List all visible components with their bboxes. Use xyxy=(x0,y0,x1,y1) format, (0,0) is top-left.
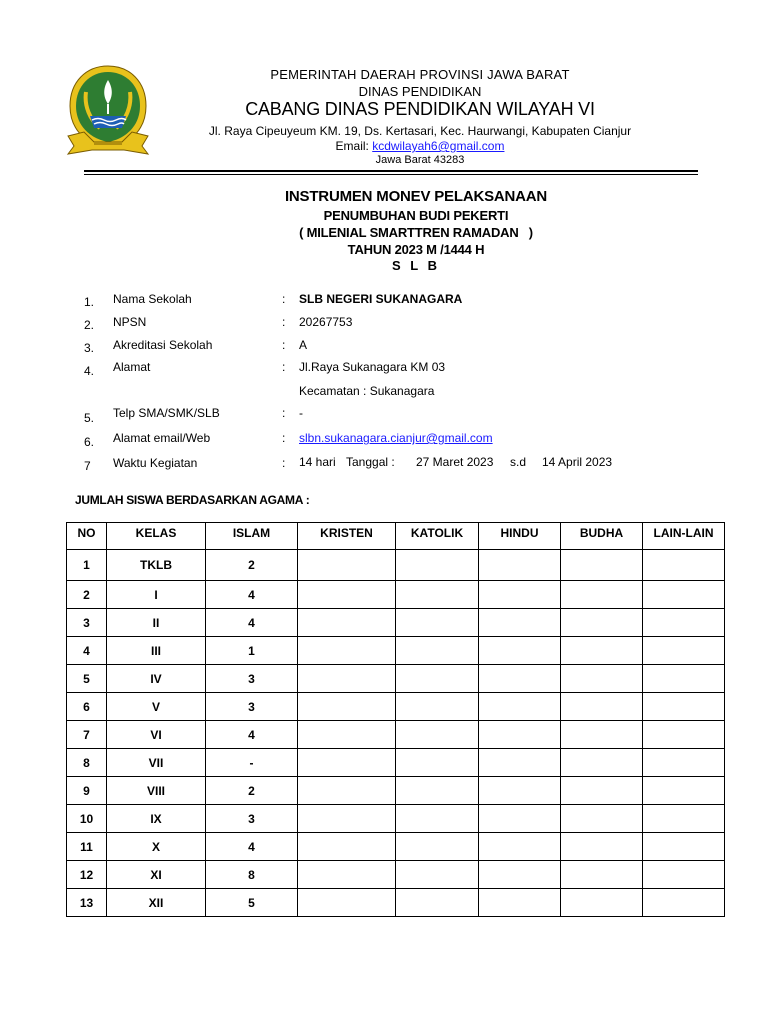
table-row xyxy=(67,861,725,889)
item-label: NPSN xyxy=(113,315,147,329)
cell-hindu xyxy=(479,665,561,693)
header-hindu: HINDU xyxy=(479,523,561,550)
cell-islam: 2 xyxy=(206,550,298,581)
cell-lain-lain xyxy=(643,609,725,637)
cell-islam: 4 xyxy=(206,833,298,861)
cell-no: 5 xyxy=(67,665,107,693)
cell-katolik xyxy=(396,637,479,665)
cell-katolik xyxy=(396,609,479,637)
table-row xyxy=(67,637,725,665)
item-label: Alamat xyxy=(113,360,151,374)
cell-kelas: V xyxy=(107,693,206,721)
cell-hindu xyxy=(479,749,561,777)
cell-katolik xyxy=(396,693,479,721)
cell-islam: 4 xyxy=(206,721,298,749)
cell-no: 11 xyxy=(67,833,107,861)
cell-katolik xyxy=(396,550,479,581)
cell-islam: 2 xyxy=(206,777,298,805)
cell-islam: 3 xyxy=(206,693,298,721)
cell-budha xyxy=(561,861,643,889)
cell-lain-lain xyxy=(643,749,725,777)
telp-value: - xyxy=(299,406,303,420)
cell-no: 6 xyxy=(67,693,107,721)
document-subtitle: PENUMBUHAN BUDI PEKERTI xyxy=(323,208,509,223)
cell-kelas: VIII xyxy=(107,777,206,805)
cell-hindu xyxy=(479,693,561,721)
cell-kristen xyxy=(298,721,396,749)
cell-hindu xyxy=(479,861,561,889)
tanggal-label: Tanggal : xyxy=(346,455,395,469)
school-type: S L B xyxy=(392,258,440,273)
cell-katolik xyxy=(396,749,479,777)
kecamatan-value: Kecamatan : Sukanagara xyxy=(299,384,435,398)
header-budha: BUDHA xyxy=(561,523,643,550)
cell-no: 8 xyxy=(67,749,107,777)
cell-no: 13 xyxy=(67,889,107,917)
government-name: PEMERINTAH DAERAH PROVINSI JAWA BARAT xyxy=(270,67,570,82)
cell-budha xyxy=(561,805,643,833)
item-label: Nama Sekolah xyxy=(113,292,192,306)
item-label: Telp SMA/SMK/SLB xyxy=(113,406,220,420)
cell-hindu xyxy=(479,833,561,861)
item-colon: : xyxy=(282,431,286,445)
cell-budha xyxy=(561,693,643,721)
item-colon: : xyxy=(282,338,286,352)
office-address: Jl. Raya Cipeuyeum KM. 19, Ds. Kertasari, Kec. Haurwangi, Kabupaten Cianjur xyxy=(208,124,632,138)
department-name: DINAS PENDIDIKAN xyxy=(358,84,482,99)
cell-kristen xyxy=(298,637,396,665)
item-label: Waktu Kegiatan xyxy=(113,456,198,470)
end-date: 14 April 2023 xyxy=(542,455,613,469)
cell-hindu xyxy=(479,889,561,917)
item-number: 5. xyxy=(84,411,95,425)
cell-hindu xyxy=(479,637,561,665)
start-date: 27 Maret 2023 xyxy=(416,455,494,469)
cell-lain-lain xyxy=(643,833,725,861)
cell-budha xyxy=(561,637,643,665)
cell-kelas: I xyxy=(107,581,206,609)
npsn-value: 20267753 xyxy=(299,315,353,329)
item-number: 2. xyxy=(84,318,95,332)
cell-kristen xyxy=(298,805,396,833)
cell-kristen xyxy=(298,693,396,721)
sd-label: s.d xyxy=(510,455,527,469)
jawa-barat-emblem-icon xyxy=(64,62,152,158)
header-kristen: KRISTEN xyxy=(298,523,396,550)
cell-islam: 1 xyxy=(206,637,298,665)
item-colon: : xyxy=(282,456,286,470)
header-islam: ISLAM xyxy=(206,523,298,550)
cell-kelas: XI xyxy=(107,861,206,889)
cell-hindu xyxy=(479,721,561,749)
table-row xyxy=(67,581,725,609)
cell-kelas: IX xyxy=(107,805,206,833)
cell-budha xyxy=(561,749,643,777)
cell-budha xyxy=(561,581,643,609)
header-lain-lain: LAIN-LAIN xyxy=(643,523,725,550)
cell-lain-lain xyxy=(643,805,725,833)
cell-lain-lain xyxy=(643,861,725,889)
cell-kristen xyxy=(298,665,396,693)
cell-no: 10 xyxy=(67,805,107,833)
cell-kristen xyxy=(298,777,396,805)
office-name: CABANG DINAS PENDIDIKAN WILAYAH VI xyxy=(245,99,595,119)
cell-lain-lain xyxy=(643,777,725,805)
cell-lain-lain xyxy=(643,665,725,693)
table-row xyxy=(67,749,725,777)
school-name-value: SLB NEGERI SUKANAGARA xyxy=(299,292,463,306)
item-label: Alamat email/Web xyxy=(113,431,211,445)
item-label: Akreditasi Sekolah xyxy=(113,338,213,352)
cell-islam: 5 xyxy=(206,889,298,917)
cell-katolik xyxy=(396,721,479,749)
akreditasi-value: A xyxy=(299,338,308,352)
duration-value: 14 hari xyxy=(299,455,336,469)
cell-budha xyxy=(561,721,643,749)
cell-kelas: XII xyxy=(107,889,206,917)
cell-lain-lain xyxy=(643,889,725,917)
cell-hindu xyxy=(479,550,561,581)
table-row xyxy=(67,721,725,749)
cell-katolik xyxy=(396,861,479,889)
office-postal: Jawa Barat 43283 xyxy=(375,154,465,166)
alamat-value: Jl.Raya Sukanagara KM 03 xyxy=(299,360,446,374)
office-email-line xyxy=(150,139,690,153)
cell-islam: 3 xyxy=(206,805,298,833)
section-title: JUMLAH SISWA BERDASARKAN AGAMA : xyxy=(75,493,310,507)
cell-no: 3 xyxy=(67,609,107,637)
school-email-link[interactable]: slbn.sukanagara.cianjur@gmail.com xyxy=(299,431,493,445)
cell-kelas: TKLB xyxy=(107,550,206,581)
cell-budha xyxy=(561,665,643,693)
table-row xyxy=(67,833,725,861)
table-row xyxy=(67,665,725,693)
cell-kelas: X xyxy=(107,833,206,861)
item-colon: : xyxy=(282,292,286,306)
cell-hindu xyxy=(479,777,561,805)
cell-no: 12 xyxy=(67,861,107,889)
header-no: NO xyxy=(67,523,107,550)
item-number: 1. xyxy=(84,295,95,309)
table-row xyxy=(67,550,725,581)
cell-hindu xyxy=(479,805,561,833)
header-kelas: KELAS xyxy=(107,523,206,550)
office-email-link[interactable]: kcdwilayah6@gmail.com xyxy=(372,139,505,153)
table-header-row xyxy=(67,523,725,550)
cell-islam: 3 xyxy=(206,665,298,693)
cell-budha xyxy=(561,777,643,805)
document-title: INSTRUMEN MONEV PELAKSANAAN xyxy=(284,188,548,205)
cell-budha xyxy=(561,889,643,917)
cell-kristen xyxy=(298,550,396,581)
program-name: ( MILENIAL SMARTTREN RAMADAN ) xyxy=(299,225,533,240)
cell-lain-lain xyxy=(643,693,725,721)
cell-no: 1 xyxy=(67,550,107,581)
letterhead-rule-thin xyxy=(84,174,698,175)
cell-kelas: II xyxy=(107,609,206,637)
table-row xyxy=(67,609,725,637)
cell-kelas: VI xyxy=(107,721,206,749)
item-number: 7 xyxy=(84,459,91,473)
cell-no: 7 xyxy=(67,721,107,749)
cell-lain-lain xyxy=(643,581,725,609)
cell-katolik xyxy=(396,665,479,693)
cell-hindu xyxy=(479,609,561,637)
item-colon: : xyxy=(282,360,286,374)
email-label: Email: xyxy=(335,139,373,153)
cell-no: 9 xyxy=(67,777,107,805)
cell-kristen xyxy=(298,833,396,861)
religion-count-table xyxy=(66,522,725,917)
cell-hindu xyxy=(479,581,561,609)
cell-katolik xyxy=(396,581,479,609)
item-number: 3. xyxy=(84,341,95,355)
table-row xyxy=(67,805,725,833)
table-row xyxy=(67,889,725,917)
cell-kristen xyxy=(298,861,396,889)
cell-islam: 8 xyxy=(206,861,298,889)
item-number: 6. xyxy=(84,435,95,449)
cell-kristen xyxy=(298,581,396,609)
email-value-wrap xyxy=(299,431,493,445)
cell-kristen xyxy=(298,889,396,917)
cell-kelas: III xyxy=(107,637,206,665)
cell-katolik xyxy=(396,805,479,833)
cell-budha xyxy=(561,833,643,861)
cell-budha xyxy=(561,550,643,581)
cell-katolik xyxy=(396,777,479,805)
header-katolik: KATOLIK xyxy=(396,523,479,550)
cell-kelas: IV xyxy=(107,665,206,693)
cell-kristen xyxy=(298,749,396,777)
document-year: TAHUN 2023 M /1444 H xyxy=(347,242,485,257)
cell-islam: 4 xyxy=(206,581,298,609)
letterhead-rule-thick xyxy=(84,170,698,172)
item-number: 4. xyxy=(84,364,95,378)
table-row xyxy=(67,693,725,721)
cell-islam: 4 xyxy=(206,609,298,637)
cell-no: 2 xyxy=(67,581,107,609)
cell-katolik xyxy=(396,833,479,861)
cell-no: 4 xyxy=(67,637,107,665)
item-colon: : xyxy=(282,406,286,420)
cell-kristen xyxy=(298,609,396,637)
cell-lain-lain xyxy=(643,637,725,665)
cell-budha xyxy=(561,609,643,637)
cell-katolik xyxy=(396,889,479,917)
cell-kelas: VII xyxy=(107,749,206,777)
table-row xyxy=(67,777,725,805)
cell-islam: - xyxy=(206,749,298,777)
cell-lain-lain xyxy=(643,721,725,749)
cell-lain-lain xyxy=(643,550,725,581)
item-colon: : xyxy=(282,315,286,329)
